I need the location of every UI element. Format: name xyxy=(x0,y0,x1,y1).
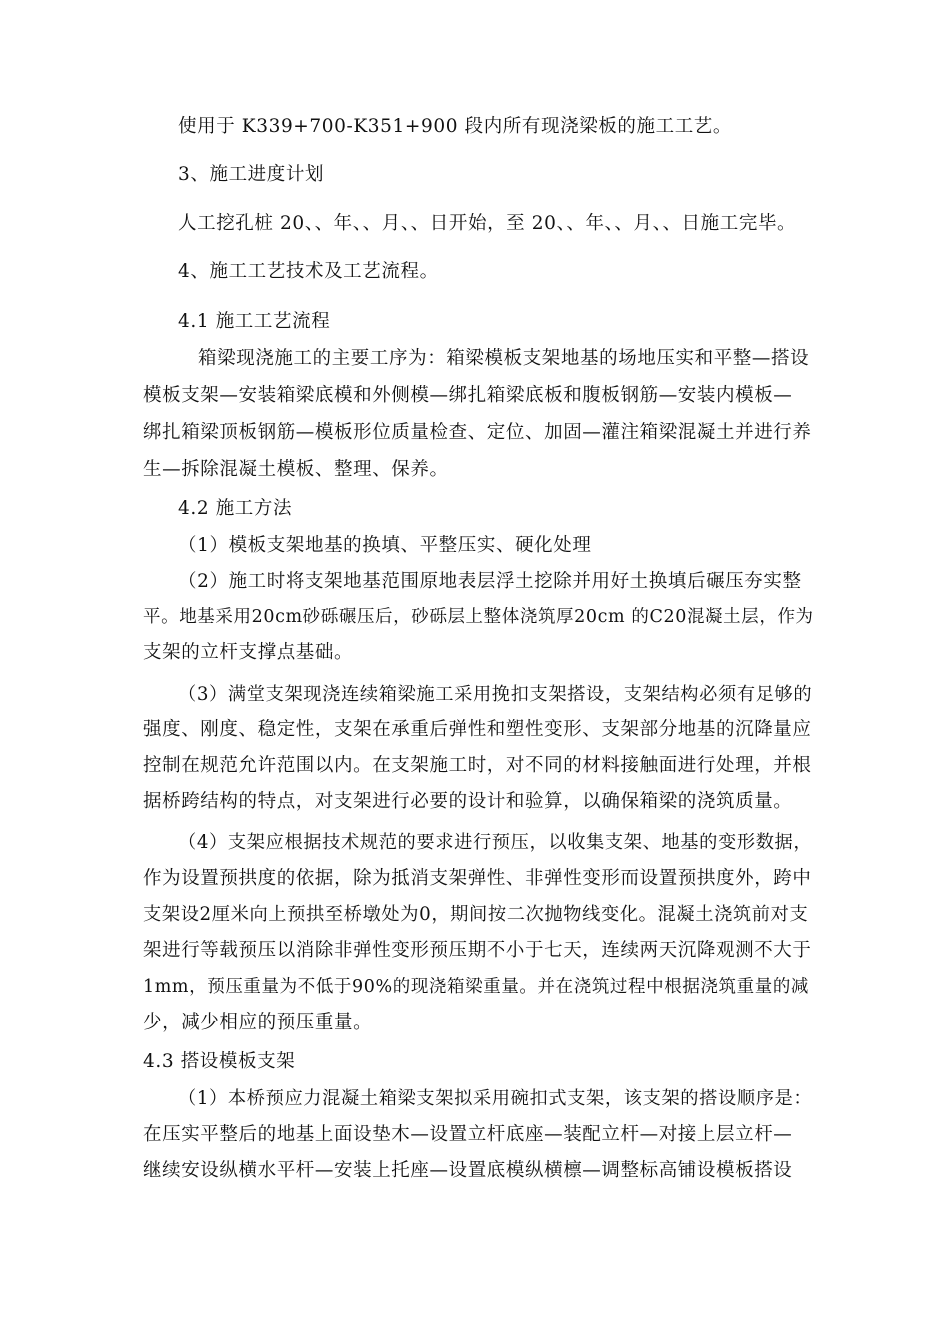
text-line: 在压实平整后的地基上面设垫木—设置立杆底座—装配立杆—对接上层立杆— xyxy=(143,1124,793,1145)
text-line: 作为设置预拱度的依据，除为抵消支架弹性、非弹性变形而设置预拱度外，跨中 xyxy=(143,868,812,889)
subsection-heading: 4.3 搭设模板支架 xyxy=(143,1051,296,1072)
text-line: （1）本桥预应力混凝土箱梁支架拟采用碗扣式支架，该支架的搭设顺序是： xyxy=(178,1088,813,1109)
text-line: 控制在规范允许范围以内。在支架施工时，对不同的材料接触面进行处理，并根 xyxy=(143,755,812,776)
text-line: 箱梁现浇施工的主要工序为：箱梁模板支架地基的场地压实和平整—搭设 xyxy=(198,348,810,369)
text-line: （1）模板支架地基的换填、平整压实、硬化处理 xyxy=(178,535,592,556)
text-line: 生—拆除混凝土模板、整理、保养。 xyxy=(143,459,449,480)
text-line: （3）满堂支架现浇连续箱梁施工采用挽扣支架搭设，支架结构必须有足够的 xyxy=(178,684,813,705)
text-line: 支架设2厘米向上预拱至桥墩处为0，期间按二次抛物线变化。混凝土浇筑前对支 xyxy=(143,904,809,925)
text-line: 模板支架—安装箱梁底模和外侧模—绑扎箱梁底板和腹板钢筋—安装内模板— xyxy=(143,385,793,406)
text-line: 少，减少相应的预压重量。 xyxy=(143,1012,373,1033)
text-line: 平。地基采用20cm砂砾碾压后，砂砾层上整体浇筑厚20cm 的C20混凝土层，作为 xyxy=(143,607,814,627)
text-line: （2）施工时将支架地基范围原地表层浮土挖除并用好土换填后碾压夯实整 xyxy=(178,571,802,592)
text-line: 绑扎箱梁顶板钢筋—模板形位质量检查、定位、加固—灌注箱梁混凝土并进行养 xyxy=(143,422,812,443)
text-line: 继续安设纵横水平杆—安装上托座—设置底模纵横檩—调整标高铺设模板搭设 xyxy=(143,1160,793,1181)
section-heading: 3、施工进度计划 xyxy=(178,164,325,185)
section-heading: 4、施工工艺技术及工艺流程。 xyxy=(178,261,439,282)
text-line: 据桥跨结构的特点，对支架进行必要的设计和验算，以确保箱梁的浇筑质量。 xyxy=(143,791,793,812)
text-line: 架进行等载预压以消除非弹性变形预压期不小于七天，连续两天沉降观测不大于 xyxy=(143,940,812,961)
text-line: 使用于 K339+700-K351+900 段内所有现浇梁板的施工工艺。 xyxy=(178,116,733,137)
text-line: （4）支架应根据技术规范的要求进行预压，以收集支架、地基的变形数据， xyxy=(178,832,813,853)
subsection-heading: 4.1 施工工艺流程 xyxy=(178,311,331,332)
text-line: 支架的立杆支撑点基础。 xyxy=(143,642,354,663)
text-line: 1mm，预压重量为不低于90%的现浇箱梁重量。并在浇筑过程中根据浇筑重量的减 xyxy=(143,977,810,997)
text-line: 人工挖孔桩 20、、年、、月、、日开始，至 20、、年、、月、、日施工完毕。 xyxy=(178,213,797,234)
subsection-heading: 4.2 施工方法 xyxy=(178,498,293,519)
text-line: 强度、刚度、稳定性，支架在承重后弹性和塑性变形、支架部分地基的沉降量应 xyxy=(143,719,812,740)
